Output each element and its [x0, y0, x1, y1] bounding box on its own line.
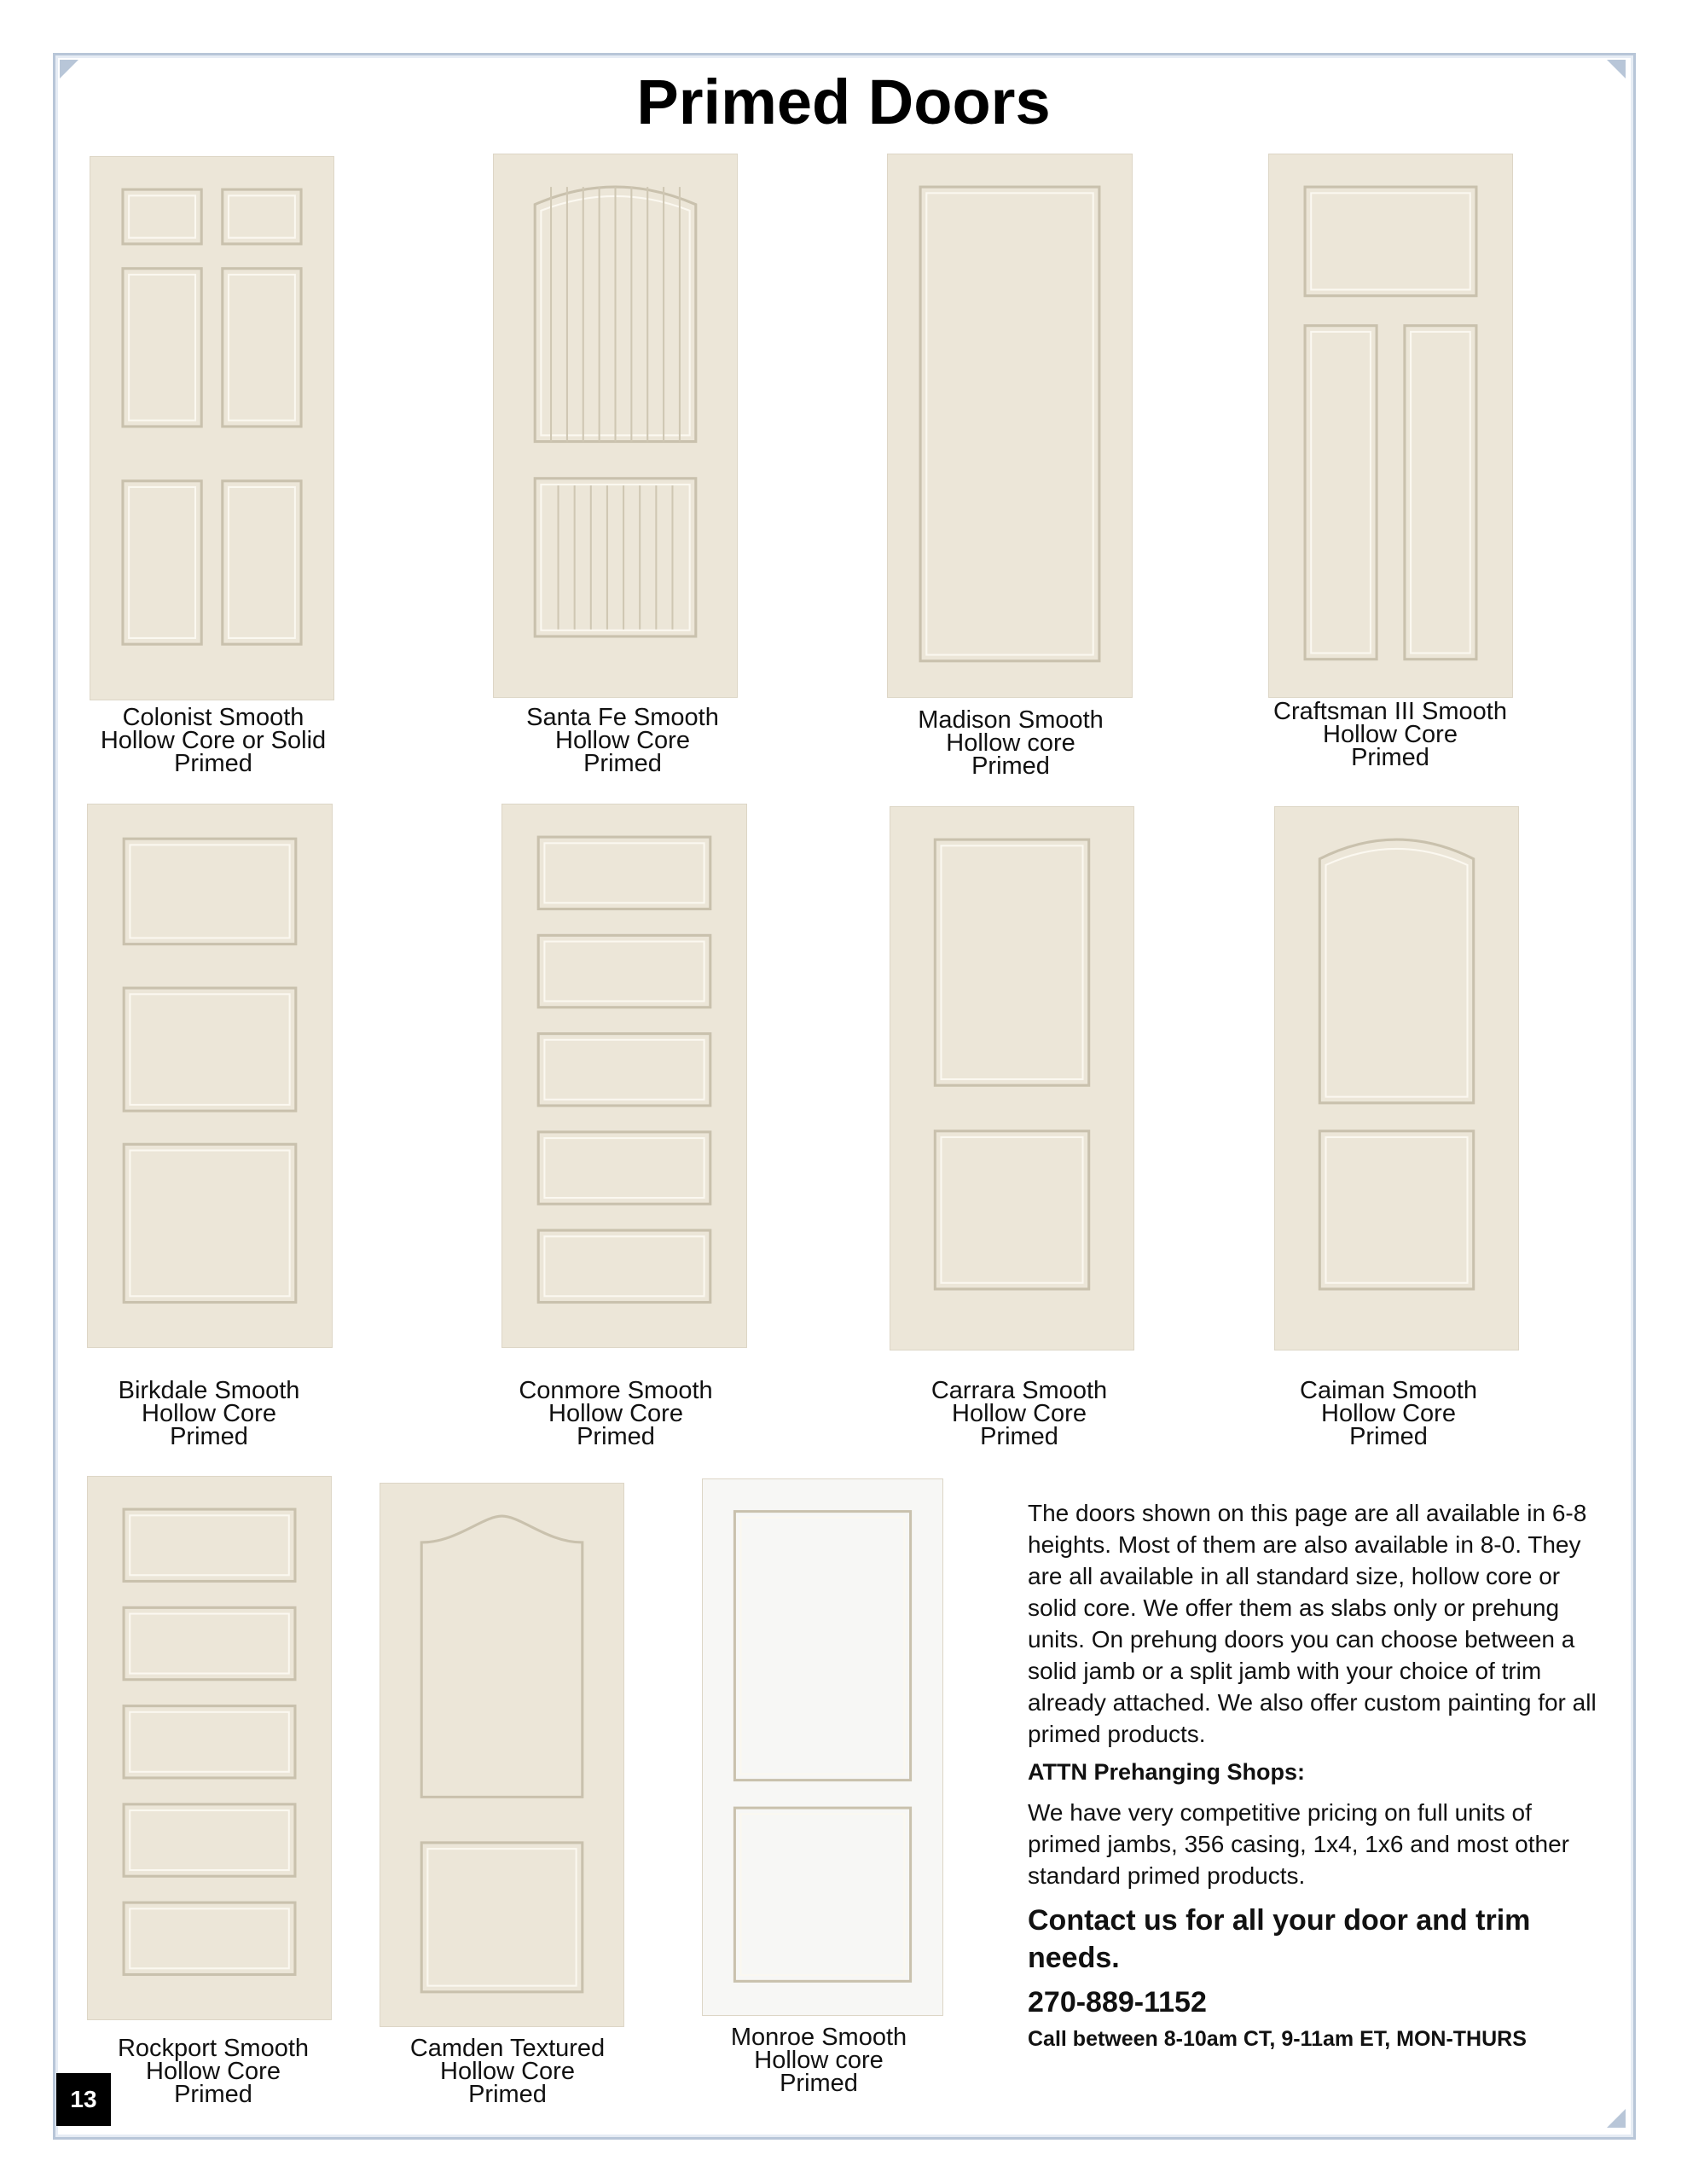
door-caption-madison: Madison Smooth Hollow core Primed	[918, 706, 1104, 780]
door-illustration	[87, 804, 333, 1348]
door-illustration	[380, 1483, 624, 2027]
door-caption-monroe: Monroe Smooth Hollow core Primed	[730, 2024, 907, 2097]
door-image-conmore	[501, 804, 747, 1348]
door-image-caiman	[1274, 806, 1519, 1350]
info-paragraph: The doors shown on this page are all available in 6-8 heights. Most of them are also available in 8-0. They are all available in all standard size, hollow core or solid core. We offer them as slabs only or prehung units. On prehung doors you can choose between a solid jamb or a split jamb with your choice of trim already attached. We also offer custom painting for all primed products.	[1028, 1500, 1597, 1747]
pricing-paragraph: We have very competitive pricing on full units of primed jambs, 356 casing, 1x4, 1x6 and most other standard primed products.	[1028, 1799, 1570, 1889]
door-illustration	[501, 804, 747, 1348]
door-image-birkdale	[87, 804, 333, 1348]
page-title: Primed Doors	[636, 67, 1051, 137]
door-image-carrara	[890, 806, 1134, 1350]
door-caption-santa-fe: Santa Fe Smooth Hollow Core Primed	[526, 704, 719, 777]
door-caption-carrara: Carrara Smooth Hollow Core Primed	[930, 1377, 1108, 1450]
door-illustration	[493, 154, 738, 698]
door-slab	[380, 1483, 624, 2027]
door-illustration	[702, 1478, 943, 2016]
corner-ornament	[1607, 2109, 1626, 2128]
door-slab	[1274, 806, 1519, 1350]
door-caption-colonist: Colonist Smooth Hollow Core or Solid Primed	[100, 704, 327, 777]
door-image-camden	[380, 1483, 624, 2027]
door-illustration	[1274, 806, 1519, 1350]
door-image-colonist	[90, 156, 334, 700]
door-illustration	[90, 156, 334, 700]
door-illustration	[1268, 154, 1513, 698]
call-hours: Call between 8-10am CT, 9-11am ET, MON-THURS	[1028, 2027, 1527, 2051]
door-slab	[702, 1478, 943, 2016]
door-illustration	[887, 154, 1133, 698]
door-image-craftsman	[1268, 154, 1513, 698]
door-slab	[90, 156, 334, 700]
door-image-monroe	[702, 1478, 943, 2016]
door-caption-conmore: Conmore Smooth Hollow Core Primed	[519, 1377, 713, 1450]
door-image-madison	[887, 154, 1133, 698]
door-caption-rockport: Rockport Smooth Hollow Core Primed	[117, 2035, 310, 2108]
door-image-santa-fe	[493, 154, 738, 698]
attn-heading: ATTN Prehanging Shops:	[1028, 1759, 1305, 1785]
door-illustration	[890, 806, 1134, 1350]
door-image-rockport	[87, 1476, 332, 2020]
door-caption-caiman: Caiman Smooth Hollow Core Primed	[1300, 1377, 1477, 1450]
page-number: 13	[56, 2073, 111, 2126]
info-block	[1028, 1497, 1599, 2053]
contact-heading: Contact us for all your door and trim needs.	[1028, 1904, 1531, 1974]
door-caption-birkdale: Birkdale Smooth Hollow Core Primed	[118, 1377, 300, 1450]
door-slab	[887, 154, 1133, 698]
door-caption-camden: Camden Textured Hollow Core Primed	[409, 2035, 606, 2108]
door-caption-craftsman: Craftsman III Smooth Hollow Core Primed	[1273, 698, 1507, 771]
phone-number: 270-889-1152	[1028, 1986, 1207, 2018]
door-illustration	[87, 1476, 332, 2020]
